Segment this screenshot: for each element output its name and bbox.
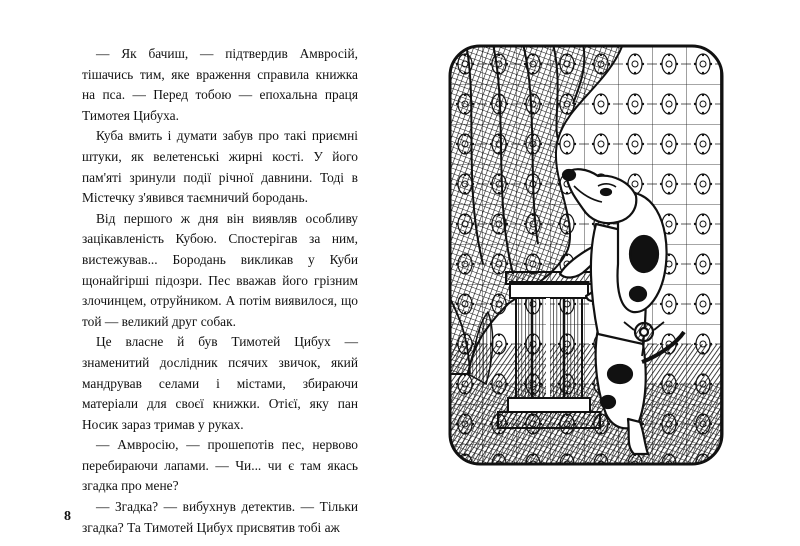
page-number: 8 [64, 509, 71, 524]
body-text [82, 44, 358, 538]
paragraph: — Згадка? — вибухнув детектив. — Тільки згадка? Та Тимотей Цибух присвятив тобі аж [82, 499, 358, 535]
paragraph: Від першого ж дня він виявляв особливу зацікавленість Кубою. Спостерігав за ним, вистежував... Бородань викликав у Куби щонайгірші підозри. Пес вважав його грізним злочинцем, отруйником. А потім виявилося, що той — великий друг собак. [82, 210, 358, 329]
paragraph: — Амвросію, — прошепотів пес, нервово перебираючи лапами. — Чи... чи є там якась згадка про мене? [82, 437, 358, 494]
illustration [448, 44, 724, 466]
paragraph: — Як бачиш, — підтвердив Амвросій, тішачись тим, яке враження справила книжка на пса. — Перед тобою — епохальна праця Тимотея Цибуха. [82, 46, 358, 123]
paragraph: Це власне й був Тимотей Цибух — знаменитий дослідник псячих звичок, який мандрував селами і містами, збираючи матеріали для своєї книжки. Отієї, яку пан Носик зараз тримав у руках. [82, 334, 358, 432]
paragraph: Куба вмить і думати забув про такі приємні штуки, як велетенські жирні кості. У його пам'яті зринули події річної давнини. Тоді в Містечку з'явився таємничий бородань. [82, 128, 358, 206]
